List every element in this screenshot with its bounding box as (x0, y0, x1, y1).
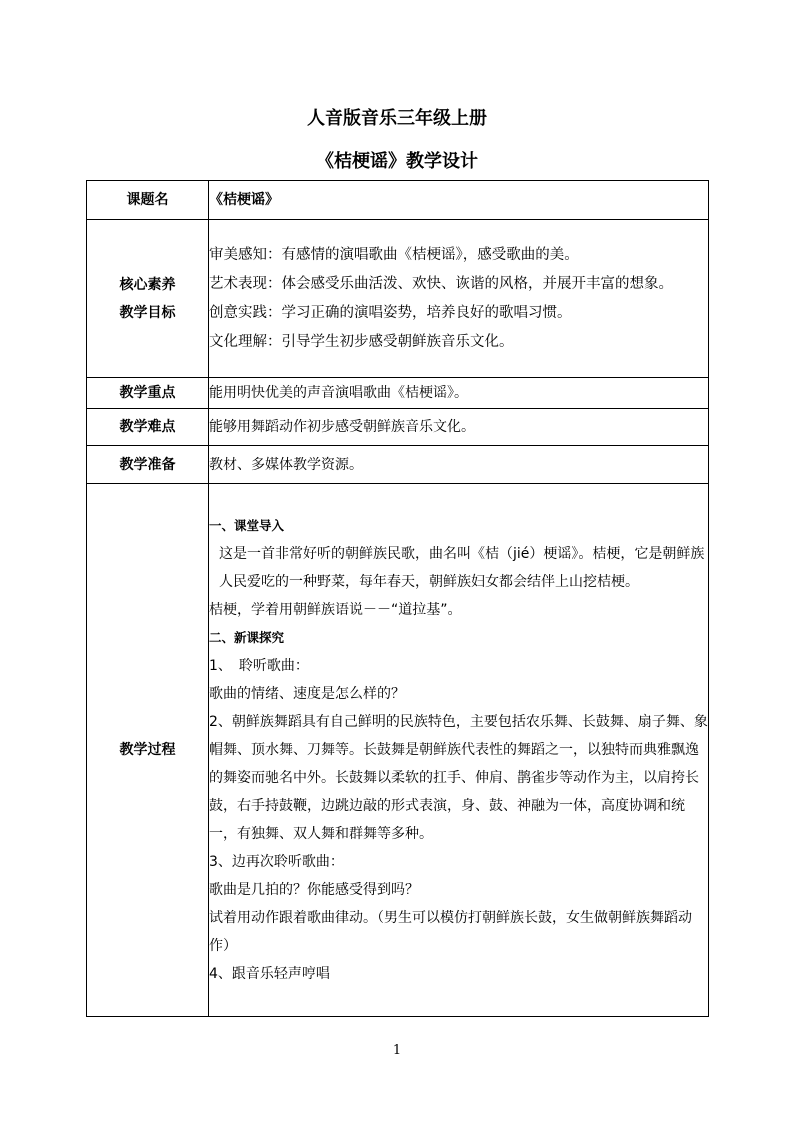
goals-content (209, 220, 709, 378)
goals-label-line1: 核心素养 (119, 276, 176, 293)
goal-aesthetic: 审美感知：有感情的演唱歌曲《桔梗谣》，感受歌曲的美。 (209, 246, 579, 263)
document-title-line2: 《桔梗谣》教学设计 (316, 151, 478, 172)
topic-value: 《桔梗谣》 (209, 181, 709, 220)
document-title-line1: 人音版音乐三年级上册 (307, 108, 487, 129)
step2-paragraph: 2、朝鲜族舞蹈具有自己鲜明的民族特色，主要包括农乐舞、长鼓舞、扇子舞、象帽舞、顶水舞、刀舞等。长鼓舞是朝鲜族代表性的舞蹈之一，以独特而典雅飘逸的舞姿而驰名中外。长鼓舞以柔软的扛手、伸肩、鹊雀步等动作为主，以肩挎长鼓，右手持鼓鞭，边跳边敲的形式表演，身、鼓、神融为一体，高度协调和统一，有独舞、双人舞和群舞等多种。 (209, 714, 708, 842)
table-row-topic (87, 181, 709, 220)
preparation-label: 教学准备 (87, 446, 209, 484)
section1-paragraph1: 这是一首非常好听的朝鲜族民歌，曲名叫《桔（jié）梗谣》。桔梗，它是朝鲜族人民爱吃的一种野菜，每年春天，朝鲜族妇女都会结伴上山挖桔梗。 (219, 546, 705, 590)
step1-question: 歌曲的情绪、速度是怎么样的？ (209, 686, 405, 702)
step3-heading: 3、边再次聆听歌曲： (209, 854, 344, 870)
goal-cultural: 文化理解：引导学生初步感受朝鲜族音乐文化。 (209, 333, 514, 350)
process-label: 教学过程 (87, 484, 209, 1017)
process-content (209, 484, 709, 1017)
difficulty-value: 能够用舞蹈动作初步感受朝鲜族音乐文化。 (209, 409, 709, 446)
lesson-plan-table (86, 180, 709, 1017)
section1-title: 一、课堂导入 (209, 518, 285, 533)
goals-label (87, 220, 209, 378)
step4-heading: 4、跟音乐轻声哼唱 (209, 966, 330, 982)
goals-label-line2: 教学目标 (119, 304, 176, 321)
step3-question: 歌曲是几拍的？你能感受得到吗？ (209, 882, 419, 898)
table-row-process (87, 484, 709, 1017)
goal-creative: 创意实践：学习正确的演唱姿势，培养良好的歌唱习惯。 (209, 304, 572, 321)
step3-task: 试着用动作跟着歌曲律动。（男生可以模仿打朝鲜族长鼓，女生做朝鲜族舞蹈动作） (209, 910, 692, 954)
section2-title: 二、新课探究 (209, 630, 285, 645)
table-row-preparation (87, 446, 709, 484)
key-point-label: 教学重点 (87, 378, 209, 409)
goal-artistic: 艺术表现：体会感受乐曲活泼、欢快、诙谐的风格，并展开丰富的想象。 (209, 275, 673, 292)
table-row-key-point (87, 378, 709, 409)
table-row-goals (87, 220, 709, 378)
section1-paragraph2: 桔梗，学着用朝鲜族语说－－“道拉基”。 (209, 602, 462, 618)
difficulty-label: 教学难点 (87, 409, 209, 446)
page-number: 1 (392, 1043, 402, 1058)
table-row-difficulty (87, 409, 709, 446)
preparation-value: 教材、多媒体教学资源。 (209, 446, 709, 484)
key-point-value: 能用明快优美的声音演唱歌曲《桔梗谣》。 (209, 378, 709, 409)
topic-label: 课题名 (87, 181, 209, 220)
step1-heading: 1、 聆听歌曲： (209, 658, 309, 674)
